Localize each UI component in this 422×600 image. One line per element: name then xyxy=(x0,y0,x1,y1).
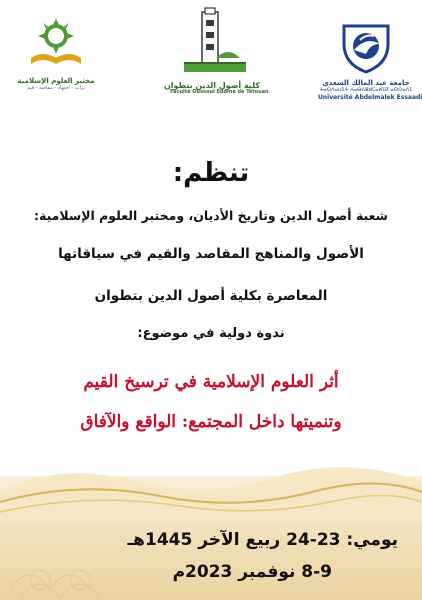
faculty-minaret-icon xyxy=(180,6,250,78)
conference-intro: ندوة دولية في موضوع: xyxy=(137,326,285,341)
university-emblem-icon xyxy=(336,18,396,76)
faculty-logo xyxy=(163,6,269,106)
date-gregorian: 8-9 نوفمبر 2023م xyxy=(172,562,332,582)
laboratory-emblem-icon xyxy=(25,14,87,74)
topic-line-2: وتنميتها داخل المجتمع: الواقع والآفاق xyxy=(80,412,342,432)
decorative-wave-icon xyxy=(0,462,422,522)
organizes-heading: تنظم: xyxy=(172,158,250,188)
lab-title-line-1: الأصول والمناهج المقاصد والقيم في سياقاتها xyxy=(58,246,364,262)
faculty-name-arabic: كلية أصول الدين بتطوان xyxy=(163,81,260,90)
faculty-name-latin: Faculté Oussoul Eddine de Tétouan xyxy=(170,89,269,95)
organizers-line: شعبة أصول الدين وتاريخ الأديان، ومختبر العلوم الإسلامية: xyxy=(34,208,388,223)
laboratory-tagline: تراث - اجتهاد - مقاصد - قيم xyxy=(26,85,86,91)
university-logo xyxy=(318,18,422,108)
lab-title-line-2: المعاصرة بكلية أصول الدين بتطوان xyxy=(94,288,328,304)
laboratory-name-arabic: مختبر العلوم الإسلامية xyxy=(17,77,95,85)
laboratory-logo xyxy=(14,14,98,106)
university-name-arabic: جامعة عبد المالك السعدي xyxy=(322,79,410,87)
topic-line-1: أثر العلوم الإسلامية في ترسيخ القيم xyxy=(83,372,339,392)
university-name-tifinagh: ⵜⴰⵙⴷⴰⵡⵉⵜ ⵄⴰⴱⴷⴻⵍⵎⴰⵍⵉⴽ ⴰⵙⵙⴰⴷⵉ xyxy=(319,87,413,93)
date-hijri: يومي: 23-24 ربيع الآخر 1445هـ xyxy=(127,530,398,550)
university-name-latin: Université Abdelmalek Essaadi xyxy=(318,94,422,101)
